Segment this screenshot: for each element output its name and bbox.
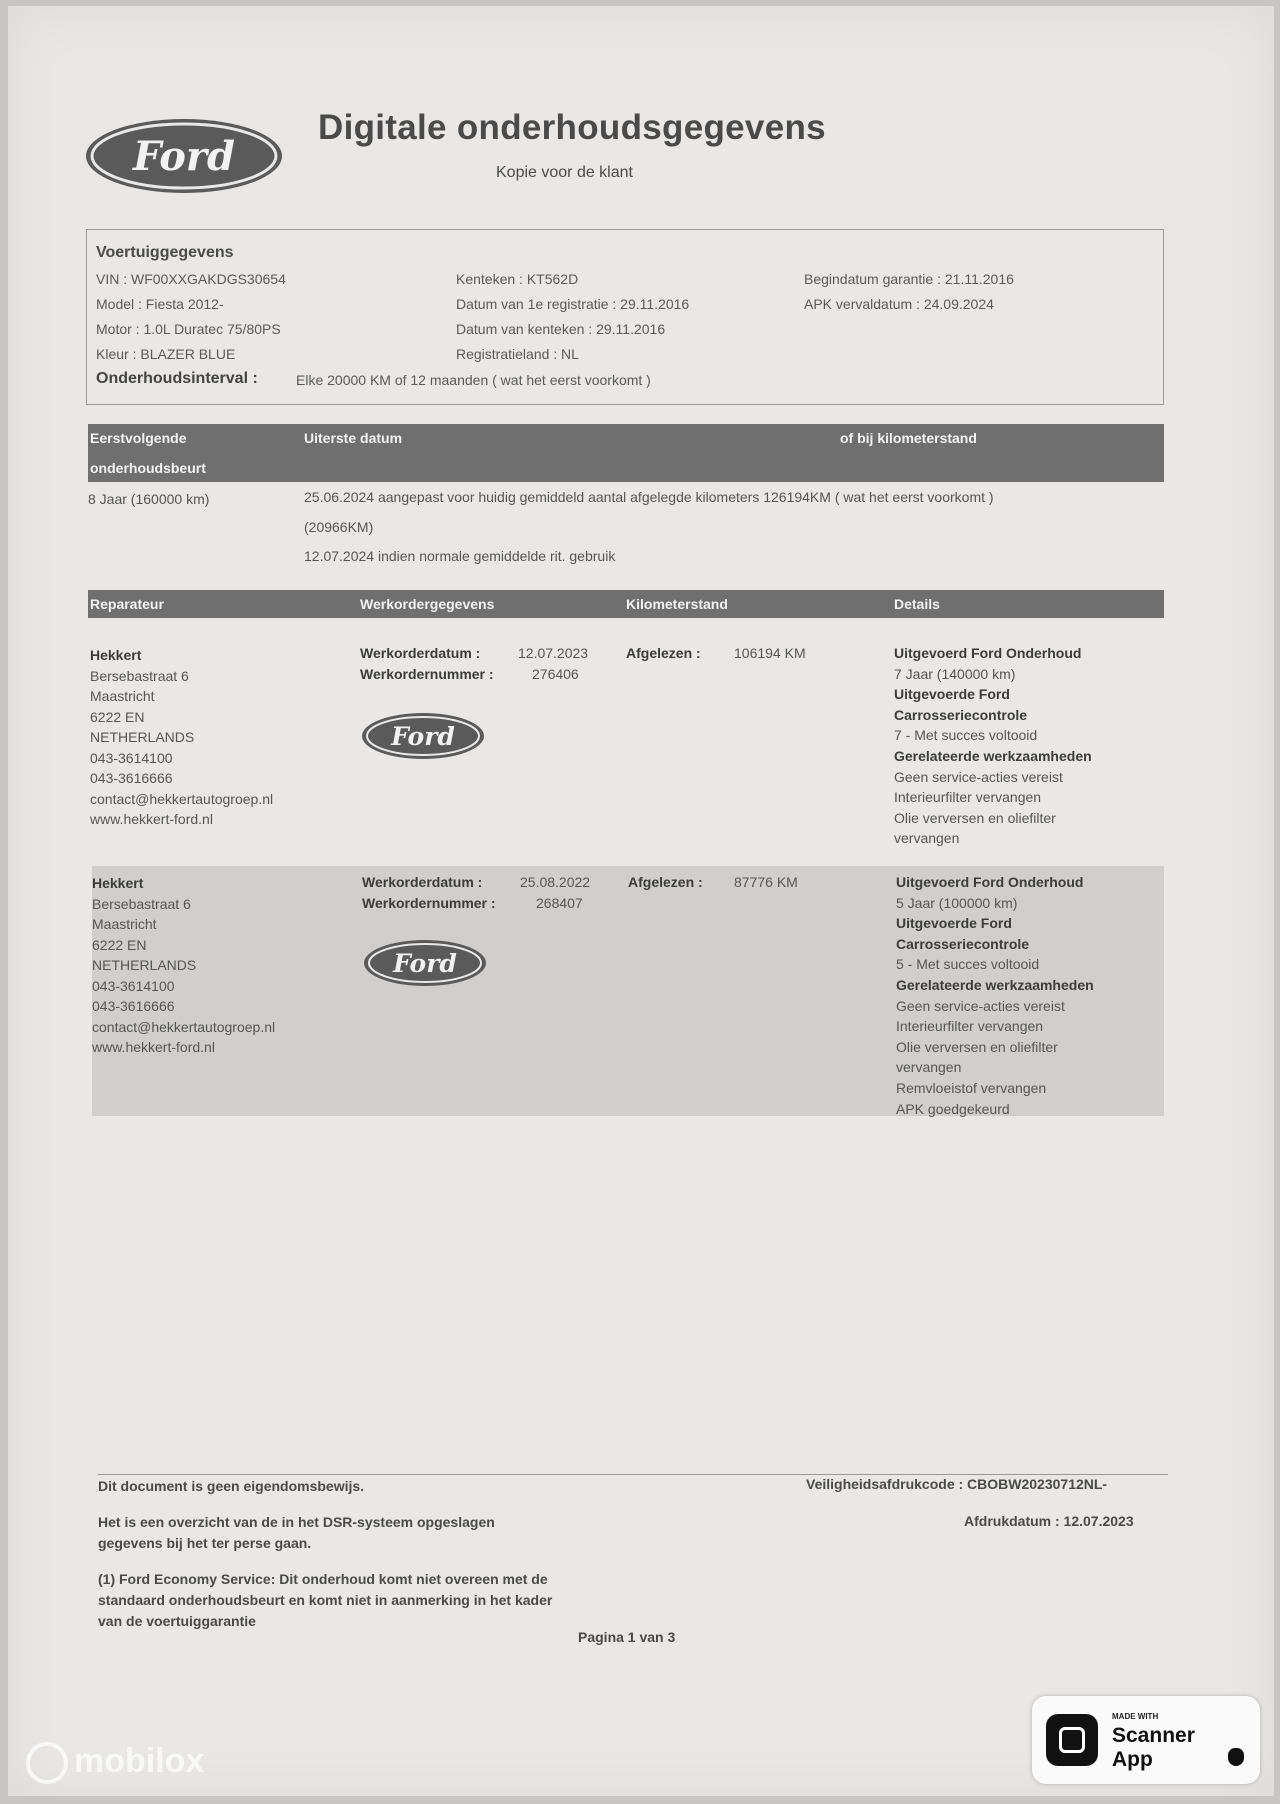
scanner-app-badge	[1032, 1696, 1260, 1784]
page-number: Pagina 1 van 3	[578, 1629, 676, 1645]
footer-divider	[98, 1474, 1168, 1475]
first-registration-field: Datum van 1e registratie : 29.11.2016	[456, 296, 690, 312]
next-service-line-2: (20966KM)	[304, 519, 374, 535]
header-next-service-1: Eerstvolgende	[90, 430, 187, 446]
detail-line: Olie verversen en oliefilter	[896, 1038, 1058, 1055]
next-service-interval: 8 Jaar (160000 km)	[88, 491, 210, 507]
scanner-made-with: MADE WITH	[1112, 1712, 1159, 1721]
wo-date: 25.08.2022	[520, 874, 591, 890]
scanner-line-1: Scanner	[1112, 1724, 1195, 1747]
detail-line: Interieurfilter vervangen	[896, 1018, 1044, 1035]
header-details: Details	[894, 596, 940, 612]
interval-label: Onderhoudsinterval :	[96, 370, 258, 387]
detail-line: 5 Jaar (100000 km)	[896, 894, 1018, 911]
header-deadline: Uiterste datum	[304, 430, 403, 446]
svg-text:Ford: Ford	[393, 949, 457, 978]
km-label: Afgelezen :	[626, 645, 701, 661]
ford-logo-small	[360, 711, 486, 761]
wo-date-label: Werkorderdatum :	[360, 645, 481, 661]
dealer-name: Hekkert	[92, 875, 144, 891]
header-or-mileage: of bij kilometerstand	[840, 430, 977, 446]
detail-line: Remvloeistof vervangen	[896, 1079, 1047, 1096]
dealer-line: Bersebastraat 6	[92, 895, 191, 912]
vehicle-info-heading: Voertuiggegevens	[96, 244, 234, 261]
color-field: Kleur : BLAZER BLUE	[96, 346, 236, 362]
next-service-line-3: 12.07.2024 indien normale gemiddelde rit. gebruik	[304, 548, 616, 564]
ford-logo-small	[362, 938, 488, 988]
model-field: Model : Fiesta 2012-	[96, 296, 224, 312]
detail-line: Uitgevoerd Ford Onderhoud	[894, 645, 1082, 661]
header-repairer: Reparateur	[90, 596, 164, 612]
km-reading: 106194 KM	[734, 645, 806, 661]
detail-line: 7 Jaar (140000 km)	[894, 665, 1016, 682]
next-service-header	[88, 424, 1164, 482]
wo-number: 268407	[536, 895, 583, 911]
wo-date: 12.07.2023	[518, 645, 589, 661]
detail-line: Uitgevoerde Ford	[894, 686, 1010, 703]
dealer-line: 6222 EN	[92, 936, 147, 953]
warranty-start-field: Begindatum garantie : 21.11.2016	[804, 271, 1014, 287]
dealer-line: 043-3614100	[90, 749, 173, 766]
vin-field: VIN : WF00XXGAKDGS30654	[96, 271, 286, 287]
economy-note-2: standaard onderhoudsbeurt en komt niet in aanmerking in het kader	[98, 1592, 553, 1608]
economy-note-3: van de voertuiggarantie	[98, 1613, 256, 1629]
wo-number-label: Werkordernummer :	[362, 895, 496, 911]
dealer-line: Bersebastraat 6	[90, 667, 189, 684]
detail-line: Carrosseriecontrole	[894, 706, 1028, 723]
history-table-header	[88, 590, 1164, 618]
detail-line: Olie verversen en oliefilter	[894, 809, 1056, 826]
apk-expiry-field: APK vervaldatum : 24.09.2024	[804, 296, 994, 312]
dealer-website: www.hekkert-ford.nl	[92, 1039, 215, 1055]
dealer-email: contact@hekkertautogroep.nl	[92, 1018, 276, 1035]
header-next-service-2: onderhoudsbeurt	[90, 460, 206, 476]
dealer-email: contact@hekkertautogroep.nl	[90, 790, 274, 807]
detail-line: Uitgevoerd Ford Onderhoud	[896, 874, 1084, 890]
plate-date-field: Datum van kenteken : 29.11.2016	[456, 321, 666, 337]
plate-field: Kenteken : KT562D	[456, 271, 579, 287]
mobilox-watermark	[26, 1742, 204, 1784]
service-details	[896, 872, 1094, 1119]
km-label: Afgelezen :	[628, 874, 703, 890]
ford-logo-text: Ford	[133, 133, 235, 180]
dealer-line: Maastricht	[92, 916, 157, 932]
wo-number: 276406	[532, 666, 579, 682]
overview-notice-1: Het is een overzicht van de in het DSR-systeem opgeslagen	[98, 1514, 495, 1530]
detail-line: Uitgevoerde Ford	[896, 915, 1012, 932]
overview-notice-2: gegevens bij het ter perse gaan.	[98, 1535, 312, 1551]
ownership-notice: Dit document is geen eigendomsbewijs.	[98, 1478, 365, 1494]
wo-date-label: Werkorderdatum :	[362, 874, 483, 890]
print-date: Afdrukdatum : 12.07.2023	[964, 1513, 1134, 1529]
detail-line: vervangen	[894, 830, 960, 847]
watermark-icon	[26, 1742, 68, 1784]
detail-line: APK goedgekeurd	[896, 1100, 1010, 1117]
dealer-line: Maastricht	[90, 688, 155, 704]
scanner-line-2: App	[1112, 1748, 1153, 1771]
service-details	[894, 643, 1092, 849]
registration-country-field: Registratieland : NL	[456, 346, 579, 362]
dealer-line: 6222 EN	[90, 708, 145, 725]
detail-line: vervangen	[896, 1059, 962, 1076]
dealer-line: NETHERLANDS	[90, 729, 195, 745]
detail-line: Carrosseriecontrole	[896, 935, 1030, 952]
km-reading: 87776 KM	[734, 874, 798, 890]
document-subtitle: Kopie voor de klant	[496, 164, 633, 181]
wo-number-label: Werkordernummer :	[360, 666, 494, 682]
detail-line: Interieurfilter vervangen	[894, 789, 1042, 806]
dealer-website: www.hekkert-ford.nl	[90, 811, 213, 827]
detail-line: 7 - Met succes voltooid	[894, 727, 1038, 744]
dealer-line: 043-3616666	[92, 998, 175, 1014]
header-mileage: Kilometerstand	[626, 596, 728, 612]
svg-text:Ford: Ford	[391, 722, 455, 751]
scanner-app-icon	[1046, 1714, 1098, 1766]
watermark-text: mobilox	[74, 1742, 205, 1780]
next-service-line-1: 25.06.2024 aangepast voor huidig gemiddeld aantal afgelegde kilometers 126194KM ( wat het eerst voorkomt )	[304, 489, 994, 505]
apple-icon	[1228, 1748, 1244, 1766]
interval-value: Elke 20000 KM of 12 maanden ( wat het eerst voorkomt )	[296, 372, 651, 388]
dealer-line: 043-3614100	[92, 977, 175, 994]
economy-note-1: (1) Ford Economy Service: Dit onderhoud komt niet overeen met de	[98, 1571, 548, 1587]
detail-line: Gerelateerde werkzaamheden	[896, 976, 1094, 993]
detail-line: Geen service-acties vereist	[896, 997, 1065, 1014]
detail-line: Geen service-acties vereist	[894, 768, 1063, 785]
header-workorder: Werkordergegevens	[360, 596, 495, 612]
dealer-address	[92, 873, 275, 1058]
dealer-line: NETHERLANDS	[92, 957, 197, 973]
dealer-line: 043-3616666	[90, 770, 173, 786]
detail-line: 5 - Met succes voltooid	[896, 956, 1040, 973]
security-code: Veiligheidsafdrukcode : CBOBW20230712NL-	[806, 1476, 1108, 1492]
detail-line: Gerelateerde werkzaamheden	[894, 747, 1092, 764]
engine-field: Motor : 1.0L Duratec 75/80PS	[96, 321, 281, 337]
dealer-name: Hekkert	[90, 647, 142, 663]
dealer-address	[90, 645, 273, 830]
ford-logo	[84, 116, 284, 196]
document-title: Digitale onderhoudsgegevens	[318, 108, 826, 147]
